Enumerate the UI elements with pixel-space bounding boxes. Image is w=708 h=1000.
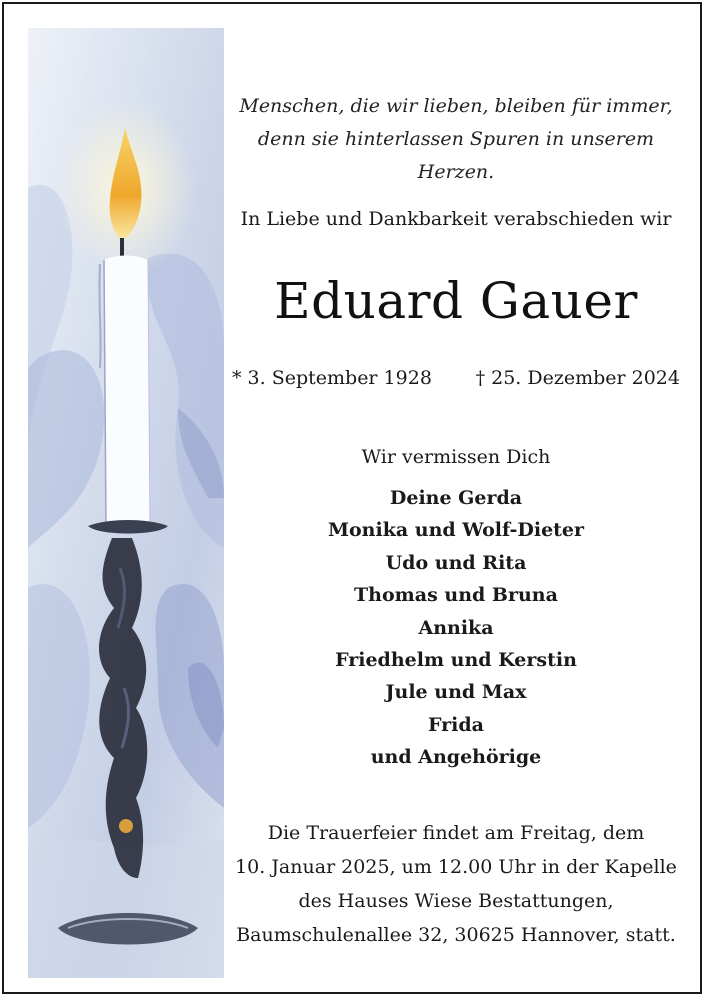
notice-line: des Hauses Wiese Bestattungen, bbox=[298, 890, 614, 912]
quote-line: denn sie hinterlassen Spuren in unserem Herzen. bbox=[257, 128, 655, 183]
list-item: Udo und Rita bbox=[385, 551, 527, 574]
life-dates bbox=[226, 363, 686, 393]
list-item: Annika bbox=[418, 616, 494, 639]
memorial-quote bbox=[226, 90, 686, 189]
service-notice bbox=[226, 816, 686, 952]
notice-line: 10. Januar 2025, um 12.00 Uhr in der Kapelle bbox=[235, 856, 677, 878]
quote-line: Menschen, die wir lieben, bleiben für immer, bbox=[239, 95, 673, 117]
list-item: Frida bbox=[428, 713, 484, 736]
intro-line: In Liebe und Dankbarkeit verabschieden wir bbox=[240, 208, 672, 230]
list-item: Jule und Max bbox=[385, 681, 527, 704]
list-item: Friedhelm und Kerstin bbox=[335, 649, 577, 672]
list-item: Deine Gerda bbox=[389, 487, 523, 509]
candle-watercolor-image bbox=[28, 28, 224, 978]
notice-line: Die Trauerfeier findet am Freitag, dem bbox=[267, 822, 645, 844]
notice-line: Baumschulenallee 32, 30625 Hannover, statt. bbox=[236, 924, 676, 946]
list-item: Thomas und Bruna bbox=[354, 584, 558, 607]
birth-date: * 3. September 1928 bbox=[232, 367, 432, 389]
mourners-heading: Wir vermissen Dich bbox=[361, 446, 551, 468]
list-item: Monika und Wolf-Dieter bbox=[327, 519, 585, 542]
obituary-card bbox=[2, 2, 702, 994]
death-date: † 25. Dezember 2024 bbox=[475, 367, 680, 389]
deceased-name: Eduard Gauer bbox=[274, 272, 638, 330]
list-item: und Angehörige bbox=[370, 746, 542, 769]
mourners-list bbox=[226, 482, 686, 774]
